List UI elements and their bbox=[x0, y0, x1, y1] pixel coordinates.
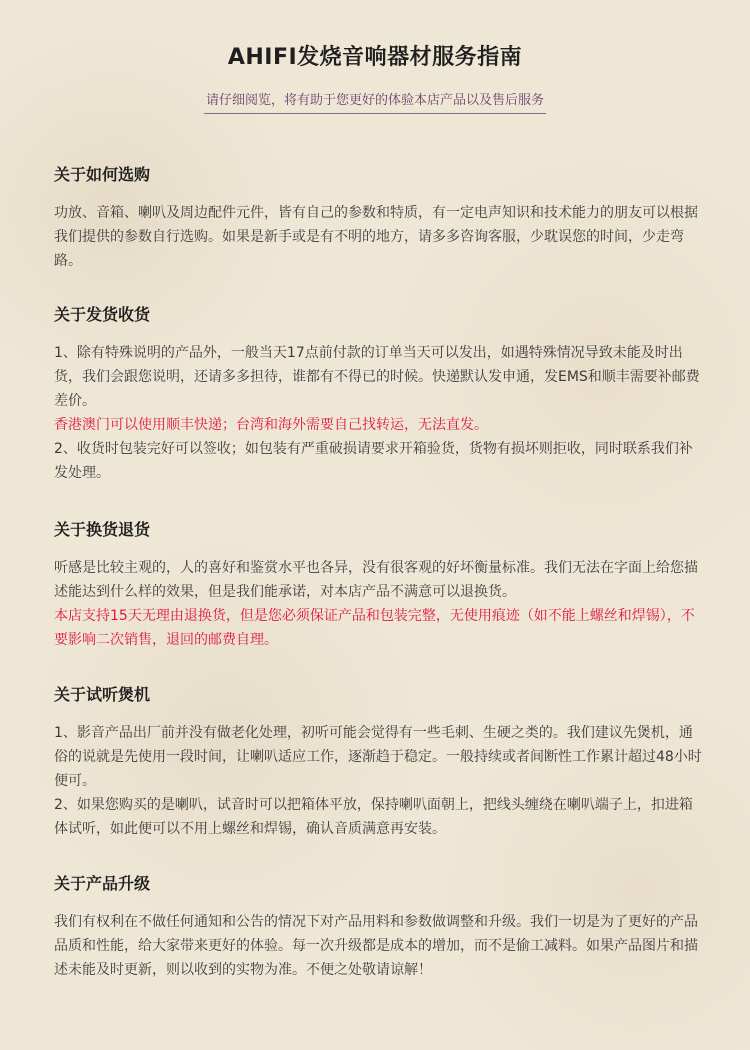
section-burn-in bbox=[54, 682, 704, 841]
section-heading: 关于试听煲机 bbox=[54, 685, 151, 704]
section-notice-red: 香港澳门可以使用顺丰快递；台湾和海外需要自己找转运，无法直发。 bbox=[54, 417, 488, 433]
section-paragraph: 1、影音产品出厂前并没有做老化处理，初听可能会觉得有一些毛刺、生硬之类的。我们建议先煲机，通俗的说就是先使用一段时间，让喇叭适应工作，逐渐趋于稳定。一般持续或者间断性工作累计超过48小时便可。 bbox=[54, 725, 702, 789]
subtitle-block bbox=[204, 89, 546, 114]
section-paragraph: 2、收货时包装完好可以签收；如包装有严重破损请要求开箱验货，货物有损坏则拒收，同时联系我们补发处理。 bbox=[54, 441, 693, 481]
section-paragraph: 听感是比较主观的，人的喜好和鉴赏水平也各异，没有很客观的好坏衡量标准。我们无法在字面上给您描述能达到什么样的效果，但是我们能承诺，对本店产品不满意可以退换货。 bbox=[54, 560, 698, 600]
section-notice-red: 本店支持15天无理由退换货，但是您必须保证产品和包装完整，无使用痕迹（如不能上螺丝和焊锡），不要影响二次销售，退回的邮费自理。 bbox=[54, 608, 695, 648]
page-title: AHIFI发烧音响器材服务指南 bbox=[227, 45, 523, 70]
page-subtitle: 请仔细阅览，将有助于您更好的体验本店产品以及售后服务 bbox=[205, 93, 544, 108]
section-heading: 关于如何选购 bbox=[54, 165, 151, 184]
section-heading: 关于换货退货 bbox=[54, 520, 151, 539]
section-heading: 关于产品升级 bbox=[54, 874, 151, 893]
section-returns bbox=[54, 517, 704, 652]
section-upgrade bbox=[54, 871, 704, 982]
section-paragraph: 1、除有特殊说明的产品外，一般当天17点前付款的订单当天可以发出，如遇特殊情况导致未能及时出货，我们会跟您说明，还请多多担待，谁都有不得已的时候。快递默认发申通，发EMS和顺丰需要补邮费差价。 bbox=[54, 345, 700, 409]
section-paragraph: 功放、音箱、喇叭及周边配件元件，皆有自己的参数和特质，有一定电声知识和技术能力的朋友可以根据我们提供的参数自行选购。如果是新手或是有不明的地方，请多多咨询客服，少耽误您的时间，少走弯路。 bbox=[54, 205, 698, 269]
section-paragraph: 我们有权利在不做任何通知和公告的情况下对产品用料和参数做调整和升级。我们一切是为了更好的产品品质和性能，给大家带来更好的体验。每一次升级都是成本的增加，而不是偷工减料。如果产品图片和描述未能及时更新，则以收到的实物为准。不便之处敬请谅解！ bbox=[54, 914, 698, 978]
subtitle-underline bbox=[204, 113, 546, 114]
section-heading: 关于发货收货 bbox=[54, 305, 151, 324]
section-paragraph: 2、如果您购买的是喇叭，试音时可以把箱体平放，保持喇叭面朝上，把线头缠绕在喇叭端子上，扣进箱体试听，如此便可以不用上螺丝和焊锡，确认音质满意再安装。 bbox=[54, 797, 693, 837]
section-shipping bbox=[54, 302, 704, 485]
guide-header bbox=[0, 40, 750, 114]
section-how-to-buy bbox=[54, 162, 704, 273]
